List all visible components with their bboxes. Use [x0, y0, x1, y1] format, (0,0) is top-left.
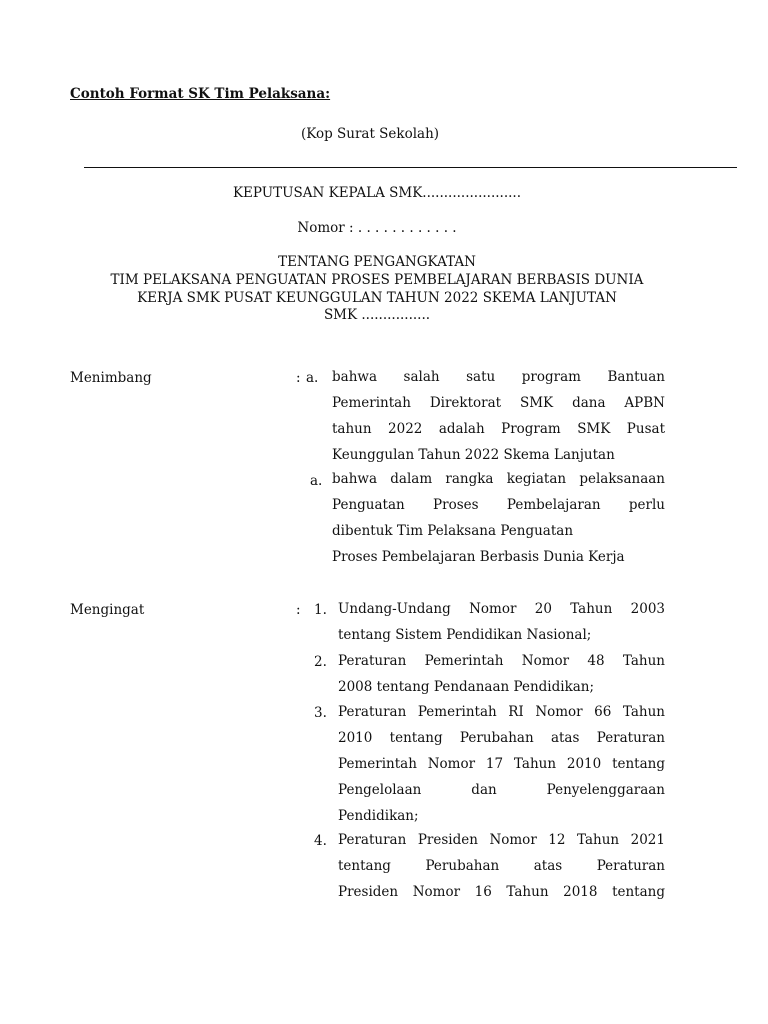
list-item-line: tentang Perubahan atas Peraturan: [338, 858, 665, 874]
list-item-line: bahwa salah satu program Bantuan: [332, 369, 665, 385]
list-marker: 4.: [314, 833, 327, 849]
header-divider: [84, 167, 737, 168]
list-item-line: tahun 2022 adalah Program SMK Pusat: [332, 421, 665, 437]
section-label-mengingat: Mengingat: [70, 602, 145, 618]
list-item-line: Peraturan Presiden Nomor 12 Tahun 2021: [338, 832, 665, 848]
list-item: [338, 699, 665, 829]
list-item-line: Penguatan Proses Pembelajaran perlu: [332, 497, 665, 513]
list-item-line: Pemerintah Nomor 17 Tahun 2010 tentang: [338, 756, 665, 772]
list-item-line: Undang-Undang Nomor 20 Tahun 2003: [338, 601, 665, 617]
list-item-line: 2010 tentang Perubahan atas Peraturan: [338, 730, 665, 746]
list-marker: 3.: [314, 705, 327, 721]
list-item-line: Pendidikan;: [338, 808, 419, 824]
list-marker: 2.: [314, 654, 327, 670]
list-item-line: Peraturan Pemerintah RI Nomor 66 Tahun: [338, 704, 665, 720]
list-item-line: dibentuk Tim Pelaksana Penguatan: [332, 523, 574, 539]
decree-number: Nomor : . . . . . . . . . . . .: [297, 220, 457, 236]
decree-title: KEPUTUSAN KEPALA SMK.......................: [232, 185, 522, 201]
list-item-line: Pemerintah Direktorat SMK dana APBN: [332, 395, 665, 411]
section-colon: :: [296, 370, 301, 386]
list-marker: a.: [306, 370, 319, 386]
letterhead-placeholder: (Kop Surat Sekolah): [300, 126, 440, 142]
decree-about: TENTANG PENGANGKATAN: [278, 254, 476, 270]
list-item: [338, 596, 665, 648]
list-marker: a.: [310, 473, 323, 489]
list-item-line: tentang Sistem Pendidikan Nasional;: [338, 627, 592, 643]
list-item-line: Peraturan Pemerintah Nomor 48 Tahun: [338, 653, 665, 669]
list-item-line: 2008 tentang Pendanaan Pendidikan;: [338, 679, 595, 695]
section-colon: :: [296, 602, 301, 618]
list-item: [332, 364, 665, 468]
list-item-line: Presiden Nomor 16 Tahun 2018 tentang: [338, 884, 665, 900]
section-label-menimbang: Menimbang: [70, 370, 152, 386]
list-item-line: Proses Pembelajaran Berbasis Dunia Kerja: [332, 549, 625, 565]
list-marker: 1.: [314, 602, 327, 618]
decree-subject-line-2: KERJA SMK PUSAT KEUNGGULAN TAHUN 2022 SKEMA LANJUTAN: [137, 290, 617, 306]
list-item: [338, 827, 665, 905]
list-item-line: bahwa dalam rangka kegiatan pelaksanaan: [332, 471, 665, 487]
list-item: [338, 648, 665, 700]
document-heading: Contoh Format SK Tim Pelaksana:: [70, 86, 331, 102]
decree-subject-line-3: SMK ................: [323, 307, 431, 323]
list-item: [332, 466, 665, 570]
list-item-line: Pengelolaan dan Penyelenggaraan: [338, 782, 665, 798]
list-item-line: Keunggulan Tahun 2022 Skema Lanjutan: [332, 447, 615, 463]
decree-subject-line-1: TIM PELAKSANA PENGUATAN PROSES PEMBELAJARAN BERBASIS DUNIA: [110, 272, 644, 288]
